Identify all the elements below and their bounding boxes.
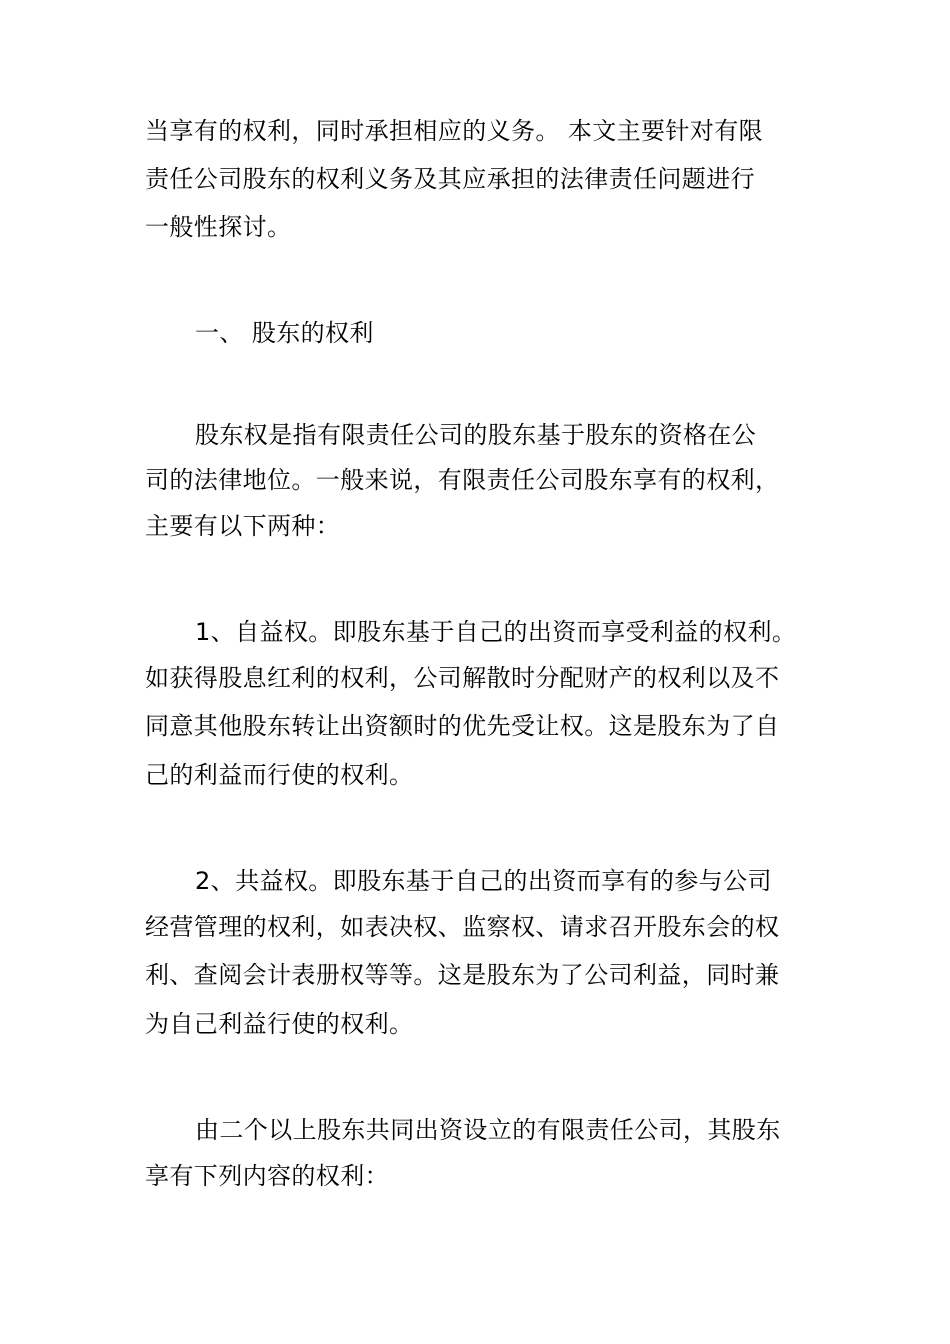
paragraph-self-benefit-line-3: 同意其他股东转让出资额时的优先受让权。这是股东为了自 xyxy=(145,712,780,740)
paragraph-common-benefit-line-3: 利、查阅会计表册权等等。这是股东为了公司利益，同时兼 xyxy=(145,961,780,989)
paragraph-definition-line-1: 股东权是指有限责任公司的股东基于股东的资格在公 xyxy=(195,421,757,449)
paragraph-shareholders-line-1: 由二个以上股东共同出资设立的有限责任公司，其股东 xyxy=(195,1116,781,1144)
paragraph-intro-line-2: 责任公司股东的权利义务及其应承担的法律责任问题进行 xyxy=(145,165,755,193)
paragraph-common-benefit-line-1: 2、共益权。即股东基于自己的出资而享有的参与公司 xyxy=(195,867,772,895)
paragraph-definition-line-2: 司的法律地位。一般来说，有限责任公司股东享有的权利， xyxy=(145,466,780,494)
paragraph-self-benefit-line-4: 己的利益而行使的权利。 xyxy=(145,761,414,789)
paragraph-intro-line-1: 当享有的权利，同时承担相应的义务。 本文主要针对有限 xyxy=(145,117,764,145)
paragraph-self-benefit-line-1: 1、自益权。即股东基于自己的出资而享受利益的权利。 xyxy=(195,618,797,646)
paragraph-shareholders-line-2: 享有下列内容的权利： xyxy=(145,1162,389,1190)
paragraph-self-benefit-line-2: 如获得股息红利的权利，公司解散时分配财产的权利以及不 xyxy=(145,664,780,692)
paragraph-common-benefit-line-2: 经营管理的权利，如表决权、监察权、请求召开股东会的权 xyxy=(145,913,780,941)
paragraph-definition-line-3: 主要有以下两种： xyxy=(145,512,341,540)
paragraph-common-benefit-line-4: 为自己利益行使的权利。 xyxy=(145,1010,414,1038)
paragraph-intro-line-3: 一般性探讨。 xyxy=(145,213,292,241)
section-heading: 一、 股东的权利 xyxy=(195,319,374,347)
